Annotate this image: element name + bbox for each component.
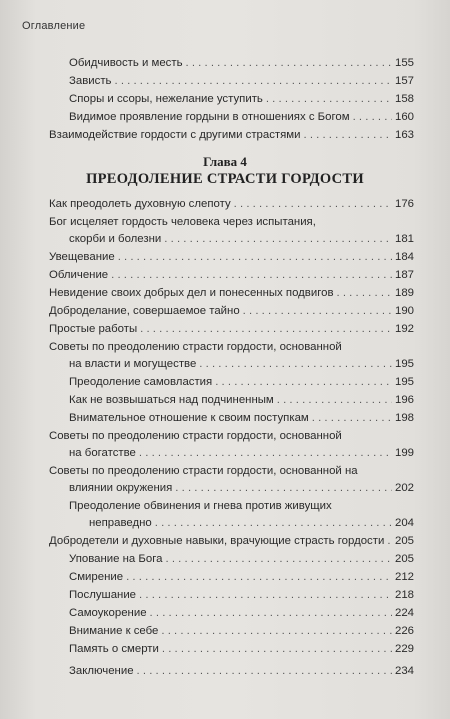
leader-dots [215, 375, 392, 389]
toc-entry-page: 202 [394, 482, 414, 494]
toc-entry[interactable] [49, 322, 414, 336]
toc-entry[interactable] [69, 393, 414, 407]
toc-entry-title: Видимое проявление гордыни в отношениях с Богом [69, 111, 350, 123]
leader-dots [155, 516, 392, 530]
toc-entry[interactable] [69, 110, 414, 124]
leader-dots [139, 446, 392, 460]
toc-entry-page: 204 [394, 517, 414, 529]
toc-entry-title: влиянии окружения [69, 482, 173, 494]
toc-entry[interactable] [69, 357, 414, 371]
leader-dots [118, 250, 392, 264]
toc-entry-page: 229 [394, 643, 414, 655]
toc-entry[interactable] [49, 128, 414, 142]
toc-entry-title: Добродетели и духовные навыки, врачующие страсть гордости [49, 535, 385, 547]
toc-entry-page: 195 [394, 358, 414, 370]
leader-dots [277, 393, 392, 407]
toc-entry-page: 205 [394, 553, 414, 565]
leader-dots [243, 304, 392, 318]
toc-entry-page: 226 [394, 625, 414, 637]
toc-entry[interactable] [89, 516, 414, 530]
leader-dots [234, 197, 392, 211]
toc-entry-page: 158 [394, 93, 414, 105]
leader-dots [126, 570, 392, 584]
leader-dots [139, 588, 392, 602]
toc-entry-page: 163 [394, 129, 414, 141]
toc-entry-title: Доброделание, совершаемое тайно [49, 305, 240, 317]
toc-entry-title: Внимание к себе [69, 625, 159, 637]
toc-entry-page: 155 [394, 57, 414, 69]
leader-dots [353, 110, 392, 124]
toc-entry-title-line1: Преодоление обвинения и гнева против живущих [69, 500, 332, 512]
toc-entry-title: на власти и могуществе [69, 358, 197, 370]
toc-entry-page: 192 [394, 323, 414, 335]
toc-entry[interactable] [69, 92, 414, 106]
toc-entry-title: Как не возвышаться над подчиненным [69, 394, 274, 406]
toc-entry-title: Обличение [49, 269, 109, 281]
toc-entry-title: Зависть [69, 75, 112, 87]
toc-entry-title: Внимательное отношение к своим поступкам [69, 412, 309, 424]
toc-entry[interactable] [49, 534, 414, 548]
leader-dots [175, 481, 392, 495]
toc-entry[interactable] [69, 588, 414, 602]
toc-entry-page: 189 [394, 287, 414, 299]
toc-entry-title: Невидение своих добрых дел и понесенных подвигов [49, 287, 334, 299]
toc-entry[interactable] [69, 232, 414, 246]
toc-entry-page: 199 [394, 447, 414, 459]
toc-entry-title: Смирение [69, 571, 124, 583]
toc-entry-title-line1: Советы по преодолению страсти гордости, основанной на [49, 465, 358, 477]
leader-dots [266, 92, 392, 106]
toc-entry-page: 184 [394, 251, 414, 263]
leader-dots [111, 268, 392, 282]
leader-dots [312, 411, 392, 425]
toc-entry-page: 205 [394, 535, 414, 547]
toc-entry-title: на богатстве [69, 447, 136, 459]
toc-entry[interactable] [49, 286, 414, 300]
toc-entry-page: 176 [394, 198, 414, 210]
toc-entry-page: 181 [394, 233, 414, 245]
toc-entry-title: Увещевание [49, 251, 115, 263]
toc-entry-title: неправедно [89, 517, 152, 529]
leader-dots [162, 642, 392, 656]
toc-entry-page: 198 [394, 412, 414, 424]
leader-dots [165, 552, 392, 566]
toc-entry-title-line1: Советы по преодолению страсти гордости, основанной [49, 341, 342, 353]
toc-entry-title-line1: Бог исцеляет гордость человека через испытания, [49, 216, 316, 228]
toc-entry-page: 224 [394, 607, 414, 619]
toc-entry[interactable] [69, 606, 414, 620]
toc-entry[interactable] [49, 268, 414, 282]
leader-dots [137, 664, 392, 678]
toc-entry[interactable] [69, 664, 414, 678]
toc-entry[interactable] [69, 411, 414, 425]
toc-entry[interactable] [69, 446, 414, 460]
toc-entry-title: Преодоление самовластия [69, 376, 213, 388]
toc-entry-title: Самоукорение [69, 607, 147, 619]
toc-entry-title: Споры и ссоры, нежелание уступить [69, 93, 263, 105]
toc-entry[interactable] [69, 642, 414, 656]
toc-entry-page: 212 [394, 571, 414, 583]
toc-entry[interactable] [49, 304, 414, 318]
leader-dots [150, 606, 392, 620]
toc-entry[interactable] [69, 481, 414, 495]
toc-entry-page: 190 [394, 305, 414, 317]
toc-entry-page: 157 [394, 75, 414, 87]
leader-dots [337, 286, 392, 300]
toc-entry[interactable] [69, 552, 414, 566]
toc-entry[interactable] [49, 250, 414, 264]
toc-entry-title: Как преодолеть духовную слепоту [49, 198, 231, 210]
toc-entry-page: 196 [394, 394, 414, 406]
running-head: Оглавление [22, 20, 86, 32]
toc-entry-title: Упование на Бога [69, 553, 163, 565]
toc-entry-page: 234 [394, 665, 414, 677]
toc-entry-title: Взаимодействие гордости с другими страстями [49, 129, 301, 141]
toc-entry-title: Простые работы [49, 323, 138, 335]
toc-entry-page: 195 [394, 376, 414, 388]
leader-dots [140, 322, 392, 336]
leader-dots [161, 624, 392, 638]
toc-entry[interactable] [69, 375, 414, 389]
toc-entry[interactable] [69, 74, 414, 88]
toc-entry-title: Обидчивость и месть [69, 57, 183, 69]
leader-dots [186, 56, 392, 70]
toc-entry-title: Память о смерти [69, 643, 159, 655]
toc-entry[interactable] [69, 624, 414, 638]
leader-dots [114, 74, 392, 88]
toc-entry[interactable] [49, 197, 414, 211]
toc-entry[interactable] [69, 56, 414, 70]
toc-entry-page: 218 [394, 589, 414, 601]
chapter-title: ПРЕОДОЛЕНИЕ СТРАСТИ ГОРДОСТИ [86, 171, 364, 187]
chapter-number: Глава 4 [203, 154, 247, 169]
toc-entry-title: скорби и болезни [69, 233, 162, 245]
toc-entry-title: Заключение [69, 665, 134, 677]
toc-entry-title: Послушание [69, 589, 137, 601]
leader-dots [164, 232, 392, 246]
leader-dots [303, 128, 392, 142]
toc-entry[interactable] [69, 570, 414, 584]
leader-dots [387, 534, 392, 548]
toc-entry-page: 187 [394, 269, 414, 281]
toc-entry-page: 160 [394, 111, 414, 123]
leader-dots [199, 357, 392, 371]
toc-entry-title-line1: Советы по преодолению страсти гордости, основанной [49, 430, 342, 442]
